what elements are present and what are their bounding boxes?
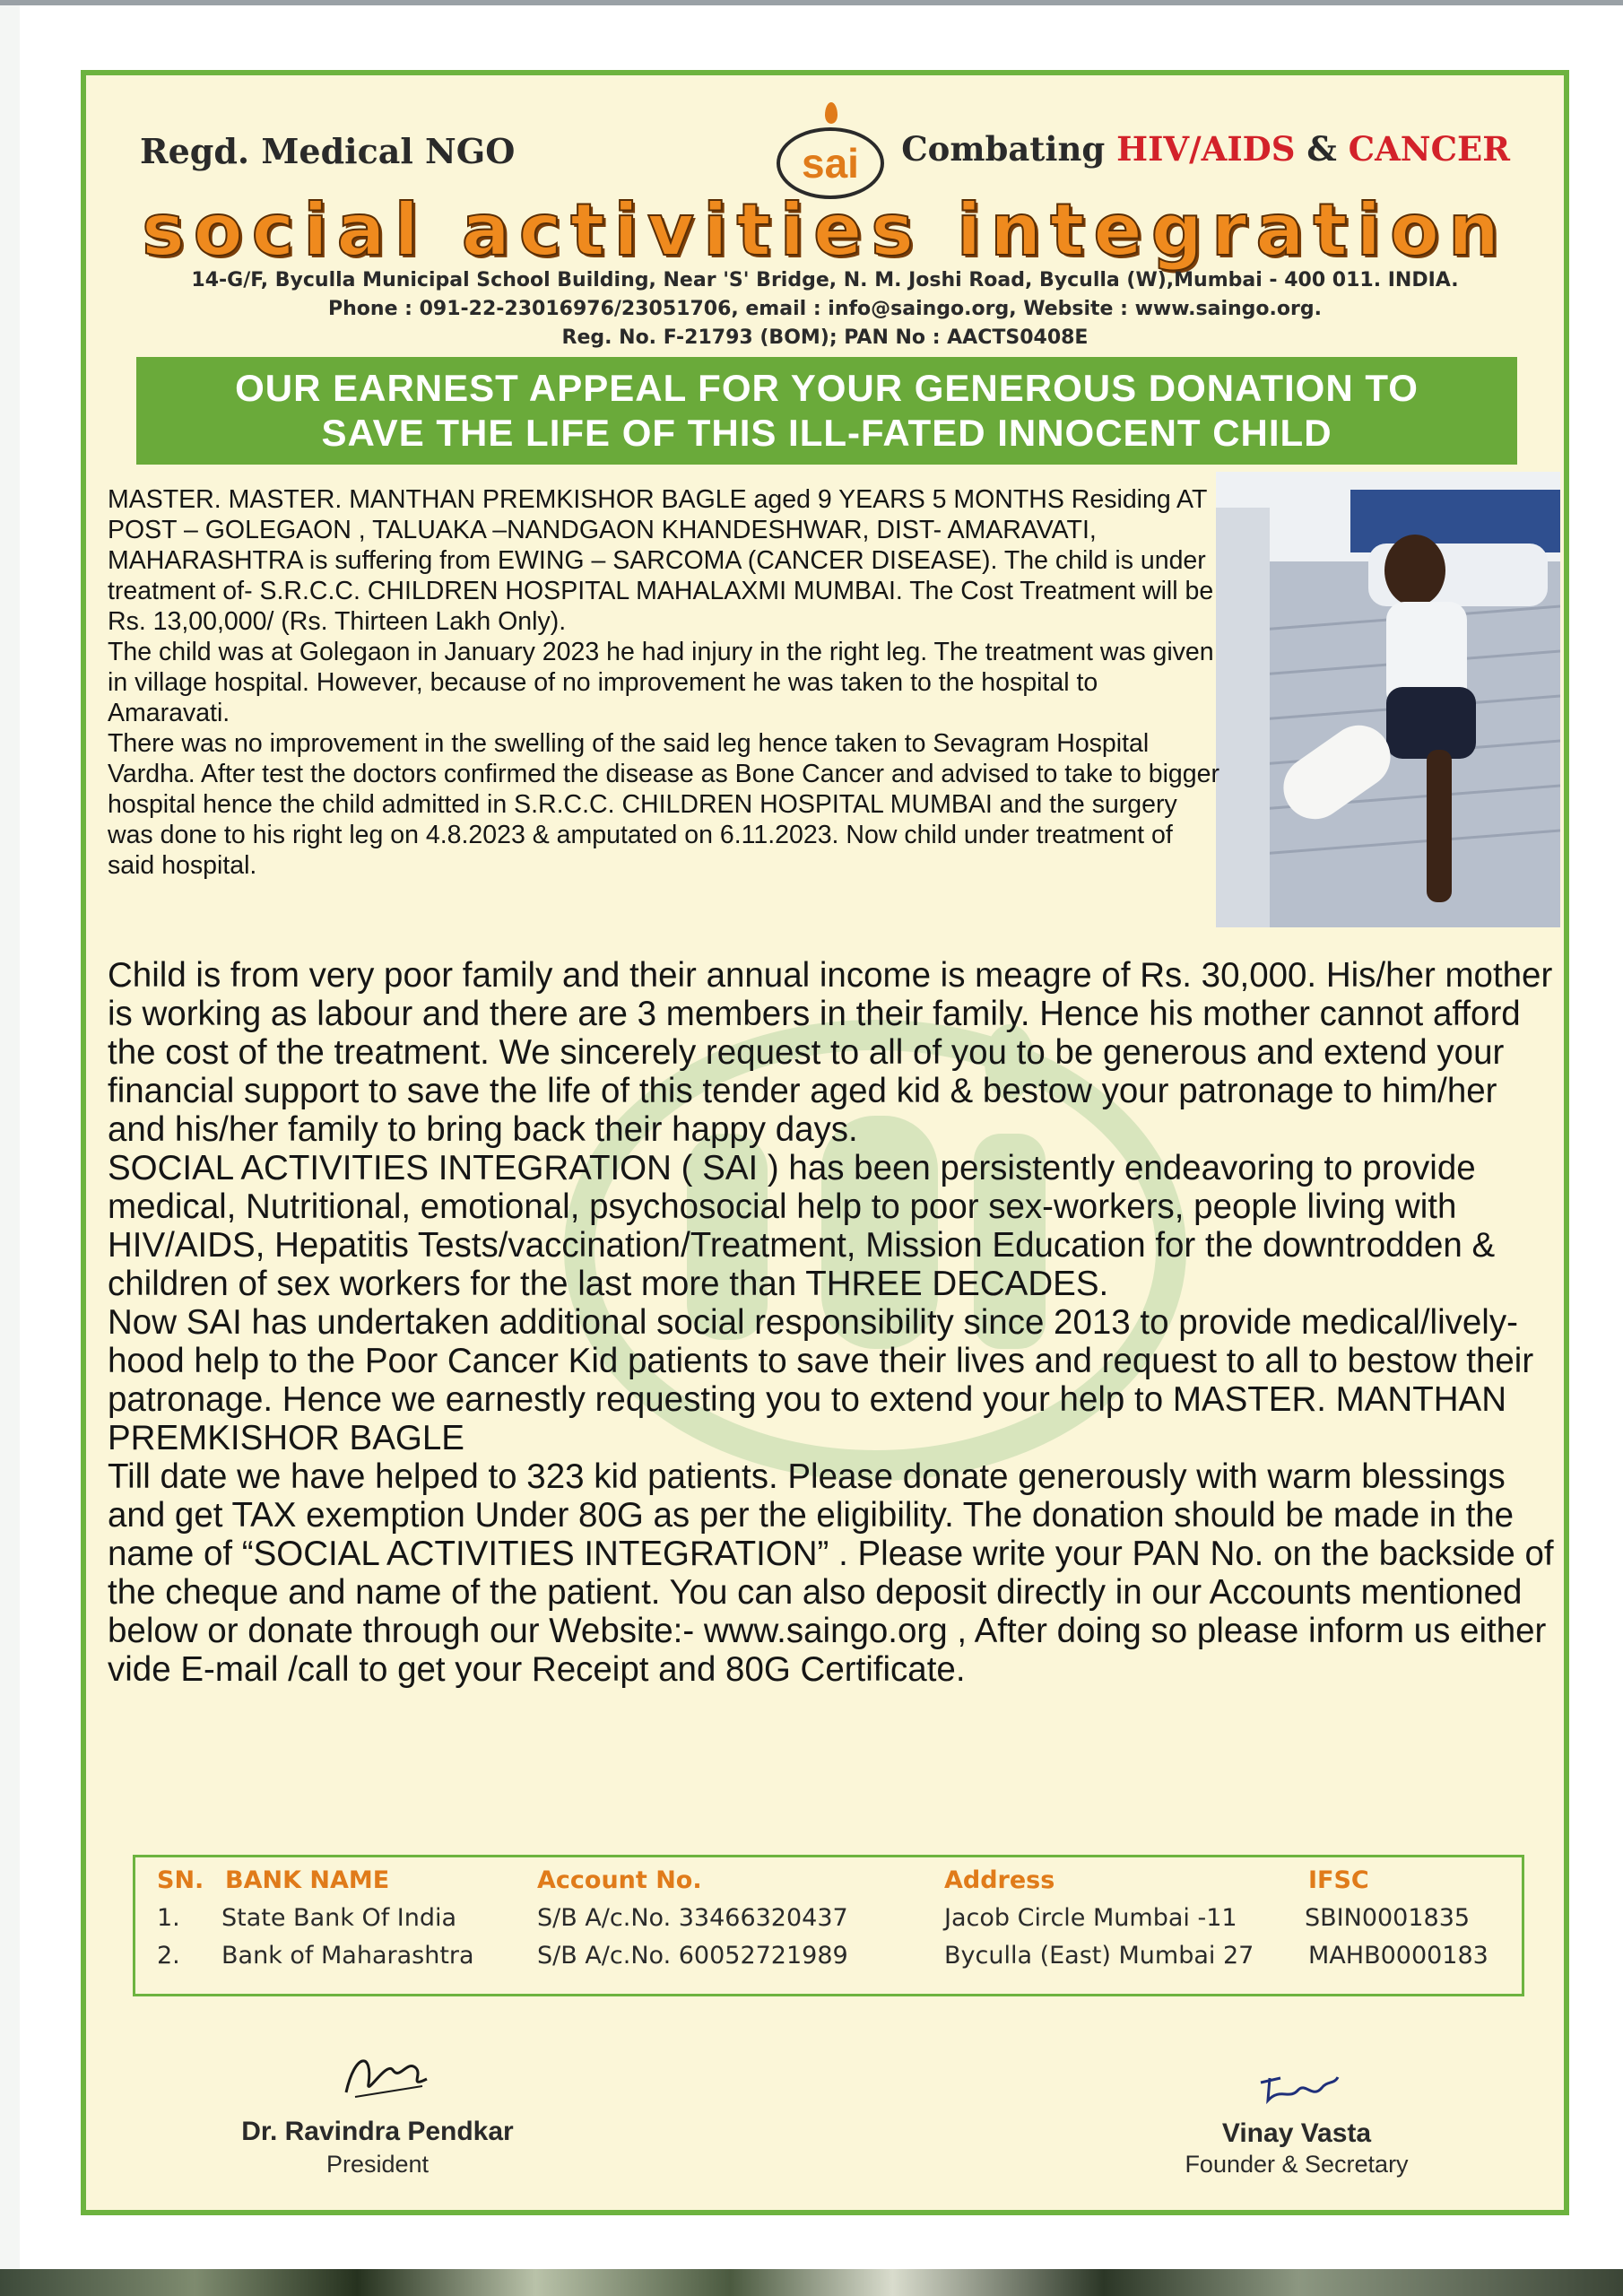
header-bank-name: BANK NAME <box>225 1866 390 1894</box>
appeal-poster <box>81 70 1569 2215</box>
patient-in-hospital-bed-icon <box>1216 472 1560 927</box>
combating-cancer: CANCER <box>1348 129 1510 169</box>
story-paragraph-1: MASTER. MASTER. MANTHAN PREMKISHOR BAGLE aged 9 YEARS 5 MONTHS Residing AT POST – GOLEGAON , TALUAKA –NANDGAON KHANDESHWAR, DIST- AMARAVATI, MAHARASHTRA is suffering from EWING – SARCOMA (CANCER DISEASE). The child is under treatment of- S.R.C.C. CHILDREN HOSPITAL MAHALAXMI MUMBAI. The Cost Treatment will be Rs. 13,00,000/ (Rs. Thirteen Lakh Only). <box>108 485 1214 636</box>
row-account: S/B A/c.No. 60052721989 <box>537 1942 848 1970</box>
header-ifsc: IFSC <box>1308 1866 1369 1894</box>
secretary-title: Founder & Secretary <box>1185 2151 1409 2178</box>
organization-registration: Reg. No. F-21793 (BOM); PAN No : AACTS0408E <box>561 326 1089 349</box>
bank-table-header <box>135 1866 1522 1904</box>
left-page-margin <box>0 5 20 2269</box>
patient-story <box>108 484 1219 881</box>
top-edge-strip <box>0 0 1623 5</box>
table-row <box>135 1904 1522 1942</box>
banner-line-2: SAVE THE LIFE OF THIS ILL-FATED INNOCENT CHILD <box>321 412 1332 454</box>
patient-photo <box>1216 472 1560 927</box>
bottom-photo-strip <box>0 2269 1623 2296</box>
row-bank-name: Bank of Maharashtra <box>221 1942 474 1970</box>
combating-prefix: Combating <box>901 129 1106 169</box>
bank-details-table <box>133 1855 1524 1996</box>
header-address: Address <box>944 1866 1055 1894</box>
appeal-banner <box>136 357 1517 465</box>
story-paragraph-2: The child was at Golegaon in January 2023 he had injury in the right leg. The treatment was given in village hospital. However, because of no improvement he was taken to the hospital to Amaravati. <box>108 638 1214 727</box>
appeal-paragraph-1: Child is from very poor family and their annual income is meagre of Rs. 30,000. His/her mother is working as labour and there are 3 members in their family. Hence his mother cannot afford the cost of the treatment. We sincerely request to all of you to be generous and extend your financial support to save the life of this tender aged kid & bestow your patronage to him/her and his/her family to bring back their happy days. <box>108 956 1553 1149</box>
logo-flame-icon <box>825 102 838 124</box>
banner-line-1: OUR EARNEST APPEAL FOR YOUR GENEROUS DONATION TO <box>235 367 1419 409</box>
sai-logo-text: sai <box>802 140 859 187</box>
president-name: Dr. Ravindra Pendkar <box>241 2117 514 2146</box>
appeal-paragraph-4: Till date we have helped to 323 kid patients. Please donate generously with warm blessings and get TAX exemption Under 80G as per the eligibility. The donation should be made in the name of “SOCIAL ACTIVITIES INTEGRATION” . Please write your PAN No. on the backside of the cheque and name of the patient. You can also deposit directly in our Accounts mentioned below or donate through our Website:- www.saingo.org , After doing so please inform us either vide E-mail /call to get your Receipt and 80G Certificate. <box>108 1457 1554 1689</box>
row-address: Jacob Circle Mumbai -11 <box>944 1904 1237 1932</box>
combating-amp: & <box>1306 129 1337 169</box>
story-paragraph-3: There was no improvement in the swelling of the said leg hence taken to Sevagram Hospital Vardha. After test the doctors confirmed the disease as Bone Cancer and advised to take to bigger hospital hence the child admitted in S.R.C.C. CHILDREN HOSPITAL MUMBAI and the surgery was done to his right leg on 4.8.2023 & amputated on 6.11.2023. Now child under treatment of said hospital. <box>108 729 1219 880</box>
row-ifsc: SBIN0001835 <box>1305 1904 1471 1932</box>
organization-contact: Phone : 091-22-23016976/23051706, email : info@saingo.org, Website : www.saingo.org. <box>328 298 1322 320</box>
secretary-signature-icon <box>1254 2065 1343 2109</box>
regd-ngo-label: Regd. Medical NGO <box>140 131 516 171</box>
row-ifsc: MAHB0000183 <box>1308 1942 1488 1970</box>
organization-name: social activities integration <box>142 188 1508 272</box>
row-sn: 2. <box>157 1942 180 1970</box>
row-account: S/B A/c.No. 33466320437 <box>537 1904 848 1932</box>
president-title: President <box>325 2151 430 2178</box>
appeal-paragraph-3: Now SAI has undertaken additional social responsibility since 2013 to provide medical/lively- hood help to the Poor Cancer Kid patients to save their lives and request to all to bestow their patronage. Hence we earnestly requesting you to extend your help to MASTER. MANTHAN PREMKISHOR BAGLE <box>108 1303 1534 1457</box>
table-row <box>135 1942 1522 1979</box>
row-sn: 1. <box>157 1904 180 1932</box>
row-address: Byculla (East) Mumbai 27 <box>944 1942 1254 1970</box>
appeal-text <box>108 956 1560 1689</box>
header-sn: SN. <box>157 1866 204 1894</box>
president-signature-icon <box>337 2043 436 2106</box>
secretary-name: Vinay Vasta <box>1221 2118 1372 2148</box>
combating-hiv: HIV/AIDS <box>1116 129 1296 169</box>
appeal-paragraph-2: SOCIAL ACTIVITIES INTEGRATION ( SAI ) has been persistently endeavoring to provide medical, Nutritional, emotional, psychosocial help to poor sex-workers, people living with HIV/AIDS, Hepatitis Tests/vaccination/Treatment, Mission Education for the downtrodden & children of sex workers for the last more than THREE DECADES. <box>108 1149 1496 1303</box>
header-account: Account No. <box>537 1866 702 1894</box>
row-bank-name: State Bank Of India <box>221 1904 457 1932</box>
organization-address: 14-G/F, Byculla Municipal School Building, Near 'S' Bridge, N. M. Joshi Road, Byculla (W),Mumbai - 400 011. INDIA. <box>191 269 1459 291</box>
combating-tagline <box>901 129 1510 169</box>
